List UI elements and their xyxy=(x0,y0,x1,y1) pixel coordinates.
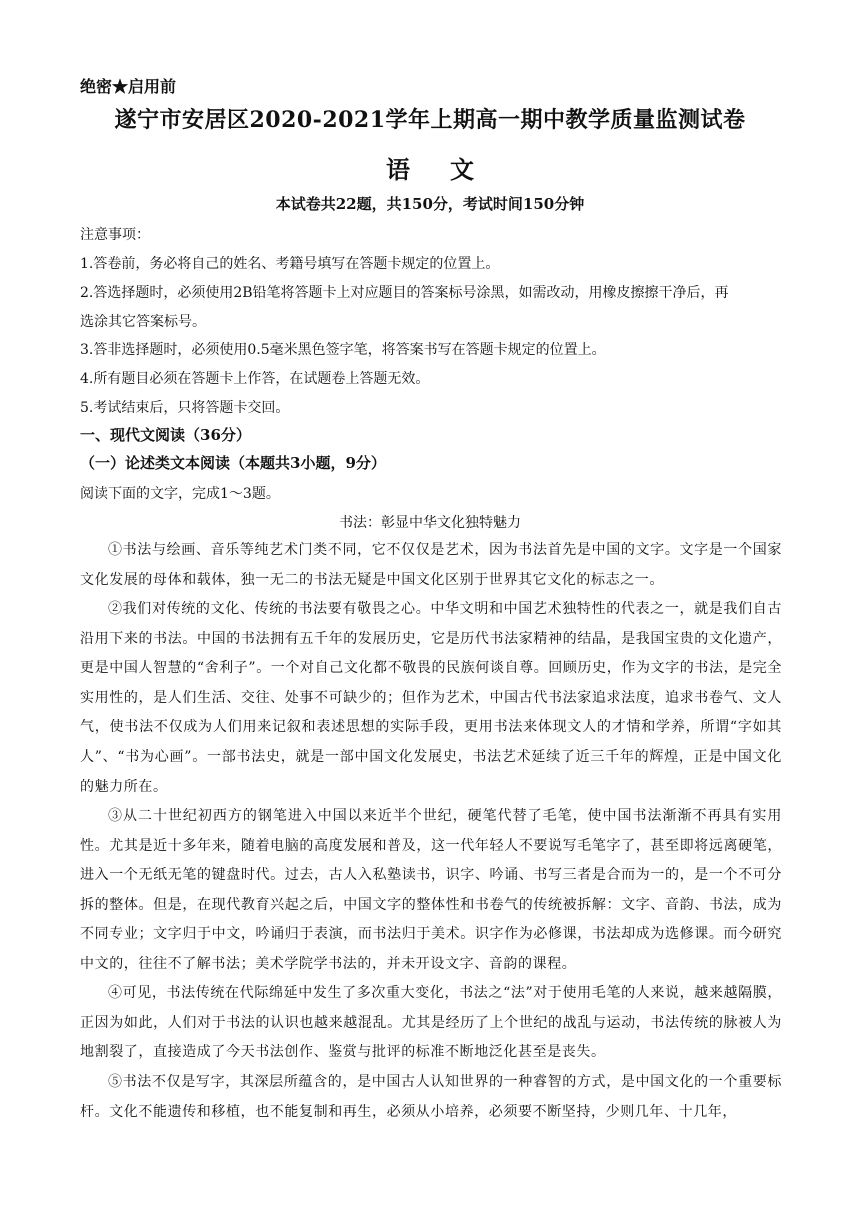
notice-item: 1.答卷前，务必将自己的姓名、考籍号填写在答题卡规定的位置上。 xyxy=(80,256,500,272)
notice-item: 4.所有题目必须在答题卡上作答，在试题卷上答题无效。 xyxy=(80,371,430,387)
notice-heading: 注意事项： xyxy=(80,227,150,243)
article-paragraph-5: ⑤书法不仅是写字，其深层所蕴含的，是中国古人认知世界的一种睿智的方式，是中国文化的一个重要标杆。文化不能遗传和移植，也不能复制和再生，必须从小培养，必须要不断坚持，少则几年、十几年， xyxy=(80,1074,782,1120)
notice-item: 2.答选择题时，必须使用2B铅笔将答题卡上对应题目的答案标号涂黑，如需改动，用橡皮擦擦干净后，再 xyxy=(80,285,729,301)
exam-info: 本试卷共22题，共150分，考试时间150分钟 xyxy=(275,195,585,213)
exam-title: 遂宁市安居区2020-2021学年上期高一期中教学质量监测试卷 xyxy=(114,107,746,133)
article-paragraph-1: ①书法与绘画、音乐等纯艺术门类不同，它不仅仅是艺术，因为书法首先是中国的文字。文字是一个国家文化发展的母体和载体，独一无二的书法无疑是中国文化区别于世界其它文化的标志之一。 xyxy=(80,542,782,588)
subject-char-1: 语 xyxy=(386,155,410,184)
secret-label: 绝密★启用前 xyxy=(80,77,177,96)
notice-item: 5.考试结束后，只将答题卡交回。 xyxy=(80,400,290,416)
article-paragraph-4: ④可见，书法传统在代际绵延中发生了多次重大变化，书法之“法”对于使用毛笔的人来说，越来越隔膜，正因为如此，人们对于书法的认识也越来越混乱。尤其是经历了上个世纪的战乱与运动，书法传统的脉被人为地割裂了，直接造成了今天书法创作、鉴赏与批评的标准不断地泛化甚至是丧失。 xyxy=(80,985,782,1061)
section-instruction: 阅读下面的文字，完成1～3题。 xyxy=(80,486,280,502)
section-subtitle: （一）论述类文本阅读（本题共3小题，9分） xyxy=(80,454,386,472)
notice-item: 选涂其它答案标号。 xyxy=(80,314,206,330)
section-title: 一、现代文阅读（36分） xyxy=(80,426,251,444)
subject-title xyxy=(0,150,860,185)
subject-char-2: 文 xyxy=(450,155,474,184)
article-paragraph-3: ③从二十世纪初西方的钢笔进入中国以来近半个世纪，硬笔代替了毛笔，使中国书法渐渐不再具有实用性。尤其是近十多年来，随着电脑的高度发展和普及，这一代年轻人不要说写毛笔字了，甚至即将远离硬笔，进入一个无纸无笔的键盘时代。过去，古人入私塾读书，识字、吟诵、书写三者是合而为一的，是一个不可分拆的整体。但是，在现代教育兴起之后，中国文字的整体性和书卷气的传统被拆解：文字、音韵、书法，成为不同专业；文字归于中文，吟诵归于表演，而书法归于美术。识字作为必修课，书法却成为选修课。而今研究中文的，往往不了解书法；美术学院学书法的，并未开设文字、音韵的课程。 xyxy=(80,808,782,972)
article-title: 书法：彰显中华文化独特魅力 xyxy=(339,515,521,531)
notice-item: 3.答非选择题时，必须使用0.5毫米黑色签字笔，将答案书写在答题卡规定的位置上。 xyxy=(80,342,606,358)
article-paragraph-2: ②我们对传统的文化、传统的书法要有敬畏之心。中华文明和中国艺术独特性的代表之一，就是我们自古沿用下来的书法。中国的书法拥有五千年的发展历史，它是历代书法家精神的结晶，是我国宝贵的文化遗产，更是中国人智慧的“舍利子”。一个对自己文化都不敬畏的民族何谈自尊。回顾历史，作为文字的书法，是完全实用性的，是人们生活、交往、处事不可缺少的；但作为艺术，中国古代书法家追求法度，追求书卷气、文人气，使书法不仅成为人们用来记叙和表述思想的实际手段，更用书法来体现文人的才情和学养，所谓“字如其人”、“书为心画”。一部书法史，就是一部中国文化发展史，书法艺术延续了近三千年的辉煌，正是中国文化的魅力所在。 xyxy=(80,601,782,795)
